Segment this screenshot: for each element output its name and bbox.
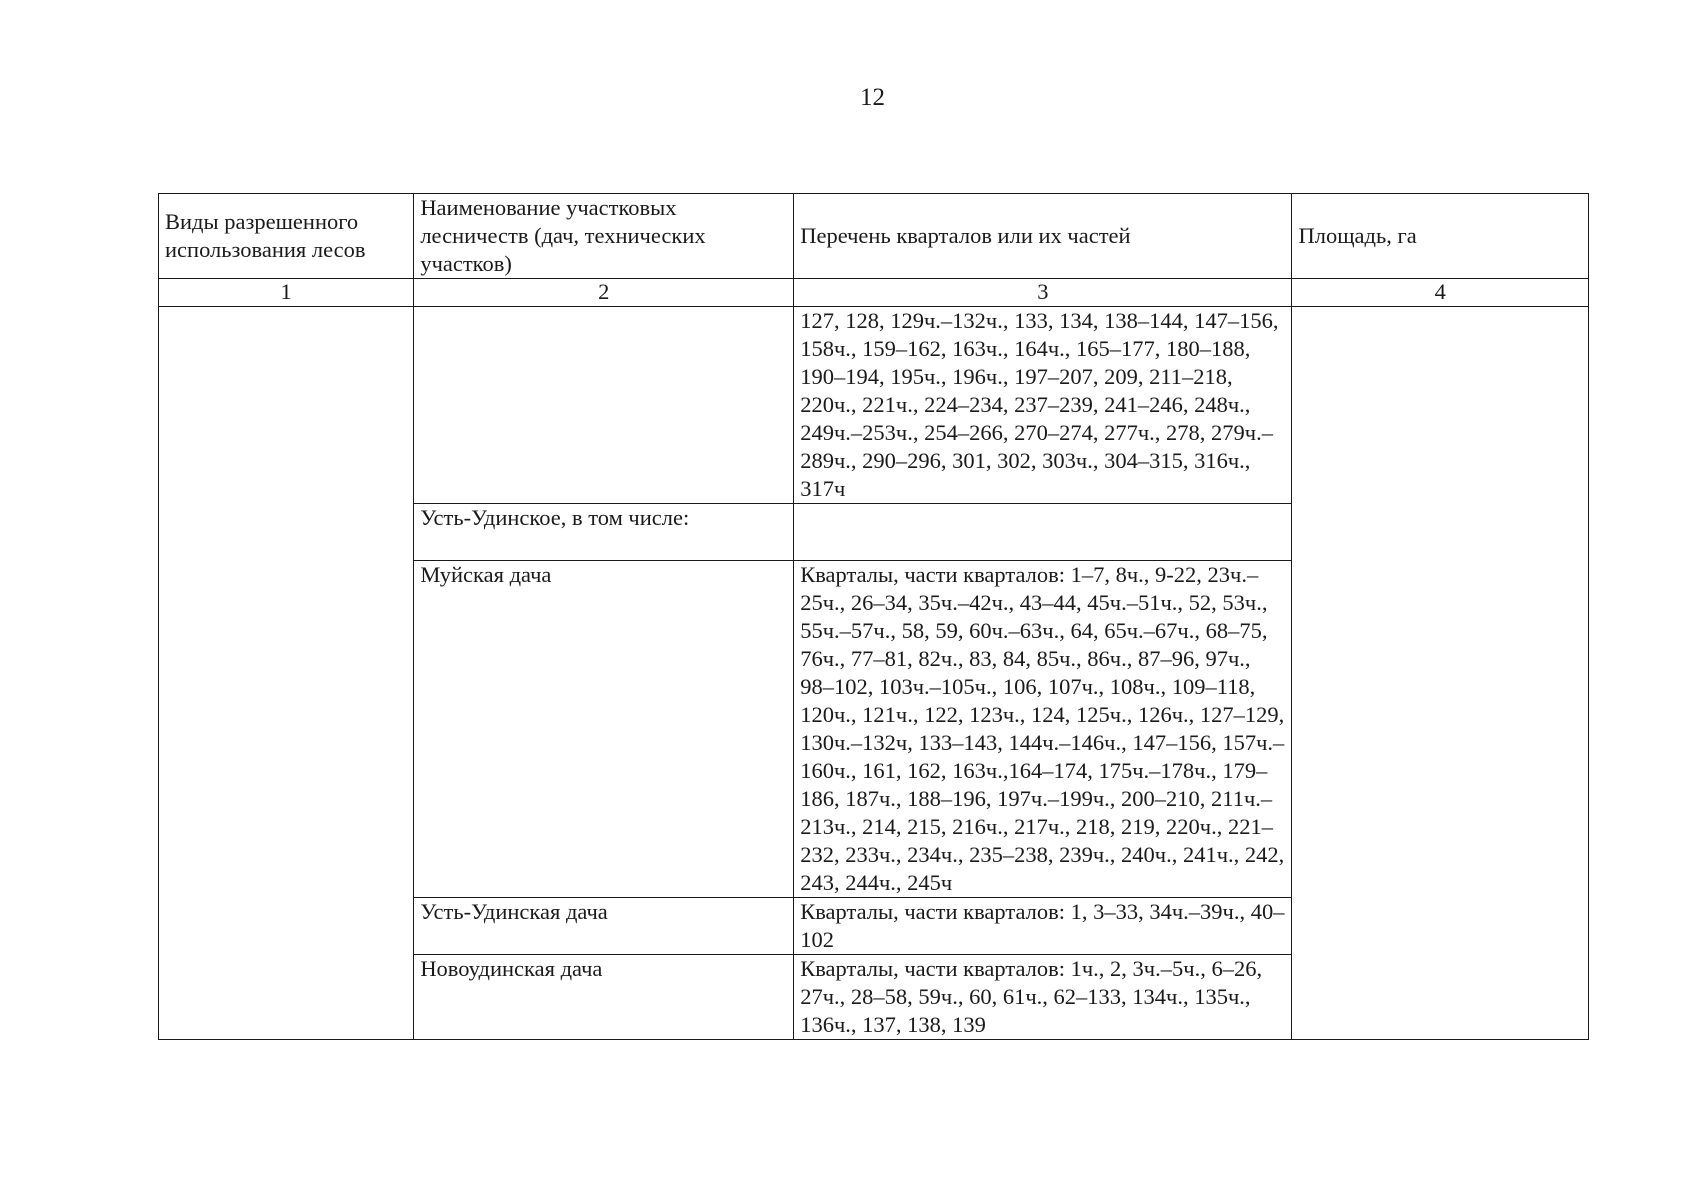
table-header-row xyxy=(159,194,1589,279)
header-quarters-list: Перечень кварталов или их частей xyxy=(794,194,1292,279)
quarters-cell: Кварталы, части кварталов: 1–7, 8ч., 9-22, 23ч.–25ч., 26–34, 35ч.–42ч., 43–44, 45ч.–51ч., 52, 53ч., 55ч.–57ч., 58, 59, 60ч.–63ч., 64, 65ч.–67ч., 68–75, 76ч., 77–81, 82ч., 83, 84, 85ч., 86ч., 87–96, 97ч., 98–102, 103ч.–105ч., 106, 107ч., 108ч., 109–118, 120ч., 121ч., 122, 123ч., 124, 125ч., 126ч., 127–129, 130ч.–132ч, 133–143, 144ч.–146ч., 147–156, 157ч.–160ч., 161, 162, 163ч.,164–174, 175ч.–178ч., 179–186, 187ч., 188–196, 197ч.–199ч., 200–210, 211ч.–213ч., 214, 215, 216ч., 217ч., 218, 219, 220ч., 221–232, 233ч., 234ч., 235–238, 239ч., 240ч., 241ч., 242, 243, 244ч., 245ч xyxy=(794,561,1292,898)
quarters-cell: Кварталы, части кварталов: 1ч., 2, 3ч.–5ч., 6–26, 27ч., 28–58, 59ч., 60, 61ч., 62–133, 134ч., 135ч., 136ч., 137, 138, 139 xyxy=(794,955,1292,1040)
column-number: 3 xyxy=(794,279,1292,307)
quarters-cell: 127, 128, 129ч.–132ч., 133, 134, 138–144, 147–156, 158ч., 159–162, 163ч., 164ч., 165–177, 180–188, 190–194, 195ч., 196ч., 197–207, 209, 211–218, 220ч., 221ч., 224–234, 237–239, 241–246, 248ч., 249ч.–253ч., 254–266, 270–274, 277ч., 278, 279ч.–289ч., 290–296, 301, 302, 303ч., 304–315, 316ч., 317ч xyxy=(794,307,1292,504)
header-area: Площадь, га xyxy=(1292,194,1589,279)
column-number: 2 xyxy=(414,279,794,307)
forestry-name-cell: Усть-Удинское, в том числе: xyxy=(414,504,794,561)
quarters-cell xyxy=(794,504,1292,561)
area-cell xyxy=(1292,307,1589,1040)
header-forest-use: Виды разрешенного использования лесов xyxy=(159,194,414,279)
table-row xyxy=(159,307,1589,504)
column-number: 1 xyxy=(159,279,414,307)
column-number: 4 xyxy=(1292,279,1589,307)
forestry-name-cell: Муйская дача xyxy=(414,561,794,898)
header-forestry-name: Наименование участковых лесничеств (дач, технических участков) xyxy=(414,194,794,279)
quarters-table xyxy=(158,193,1589,1040)
forestry-name-cell xyxy=(414,307,794,504)
page-number: 12 xyxy=(860,84,885,111)
forestry-name-cell: Новоудинская дача xyxy=(414,955,794,1040)
forest-use-cell xyxy=(159,307,414,1040)
quarters-cell: Кварталы, части кварталов: 1, 3–33, 34ч.–39ч., 40–102 xyxy=(794,898,1292,955)
forestry-name-cell: Усть-Удинская дача xyxy=(414,898,794,955)
column-numbers-row xyxy=(159,279,1589,307)
